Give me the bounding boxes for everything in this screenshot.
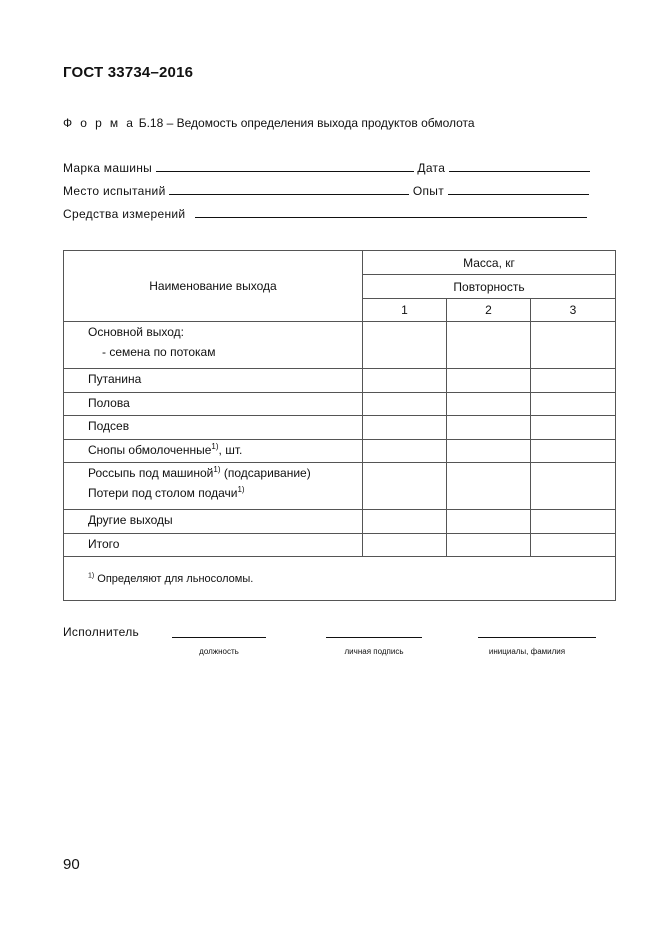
value-cell[interactable] bbox=[447, 369, 531, 393]
measuring-tools-blank[interactable] bbox=[195, 207, 587, 218]
table-row bbox=[64, 510, 616, 534]
value-cell[interactable] bbox=[531, 322, 616, 369]
value-cell[interactable] bbox=[363, 463, 447, 510]
table-row bbox=[64, 393, 616, 416]
machine-brand-row bbox=[63, 161, 590, 175]
measuring-tools-label: Средства измерений bbox=[63, 207, 186, 221]
test-place-blank[interactable] bbox=[169, 184, 409, 195]
value-cell[interactable] bbox=[531, 510, 616, 534]
table-row bbox=[64, 534, 616, 557]
form-number: Б.18 bbox=[138, 116, 164, 130]
threshed-sheaves-unit: , шт. bbox=[218, 443, 243, 457]
mass-header: Масса, кг bbox=[363, 251, 616, 275]
tangle-label: Путанина bbox=[64, 369, 363, 393]
footnote-mark: 1) bbox=[211, 442, 219, 451]
table-row bbox=[64, 463, 616, 510]
value-cell[interactable] bbox=[363, 393, 447, 416]
position-caption: должность bbox=[199, 647, 239, 656]
measuring-tools-row bbox=[63, 207, 587, 221]
trial-blank[interactable] bbox=[448, 184, 589, 195]
form-prefix: Ф о р м а bbox=[63, 116, 136, 130]
value-cell[interactable] bbox=[363, 534, 447, 557]
initials-line[interactable] bbox=[478, 637, 596, 638]
scatter-note: (подсаривание) bbox=[220, 466, 311, 480]
position-line[interactable] bbox=[172, 637, 266, 638]
value-cell[interactable] bbox=[531, 534, 616, 557]
other-outputs-label: Другие выходы bbox=[64, 510, 363, 534]
value-cell[interactable] bbox=[447, 416, 531, 440]
value-cell[interactable] bbox=[447, 463, 531, 510]
standard-designation: ГОСТ 33734–2016 bbox=[63, 64, 194, 81]
signature-line[interactable] bbox=[326, 637, 422, 638]
losses-line bbox=[88, 486, 362, 500]
form-title-text: – Ведомость определения выхода продуктов обмолота bbox=[166, 116, 475, 130]
output-table bbox=[63, 250, 616, 601]
date-label: Дата bbox=[417, 161, 446, 175]
scatter-losses-cell bbox=[64, 463, 363, 510]
value-cell[interactable] bbox=[447, 440, 531, 463]
signature-caption: личная подпись bbox=[344, 647, 404, 656]
seeds-by-streams-label: - семена по потокам bbox=[102, 345, 216, 359]
date-blank[interactable] bbox=[449, 161, 590, 172]
machine-brand-label: Марка машины bbox=[63, 161, 153, 175]
repetition-header: Повторность bbox=[363, 275, 616, 299]
table-row bbox=[64, 440, 616, 463]
table-row bbox=[64, 322, 616, 369]
value-cell[interactable] bbox=[531, 369, 616, 393]
chaff-label: Полова bbox=[64, 393, 363, 416]
value-cell[interactable] bbox=[363, 416, 447, 440]
machine-brand-blank[interactable] bbox=[156, 161, 414, 172]
value-cell[interactable] bbox=[447, 393, 531, 416]
form-title bbox=[63, 116, 475, 130]
value-cell[interactable] bbox=[363, 369, 447, 393]
value-cell[interactable] bbox=[531, 416, 616, 440]
value-cell[interactable] bbox=[363, 322, 447, 369]
undersowing-label: Подсев bbox=[64, 416, 363, 440]
page-number: 90 bbox=[63, 856, 80, 873]
table-footnote bbox=[64, 557, 616, 601]
main-output-label: Основной выход: bbox=[88, 325, 184, 339]
scatter-label: Россыпь под машиной bbox=[88, 466, 214, 480]
executor-label: Исполнитель bbox=[63, 625, 140, 639]
table-row bbox=[64, 369, 616, 393]
test-place-row bbox=[63, 184, 589, 198]
threshed-sheaves-cell bbox=[64, 440, 363, 463]
footnote-mark: 1) bbox=[88, 571, 95, 579]
trial-label: Опыт bbox=[412, 184, 445, 198]
value-cell[interactable] bbox=[447, 510, 531, 534]
footnote-text: Определяют для льносоломы. bbox=[94, 572, 254, 585]
value-cell[interactable] bbox=[531, 393, 616, 416]
footnote-mark: 1) bbox=[237, 485, 245, 494]
value-cell[interactable] bbox=[363, 510, 447, 534]
total-label: Итого bbox=[64, 534, 363, 557]
main-output-cell bbox=[64, 322, 363, 369]
rep-3-header: 3 bbox=[531, 299, 616, 322]
threshed-sheaves-label: Снопы обмолоченные bbox=[88, 443, 212, 457]
rep-1-header: 1 bbox=[363, 299, 447, 322]
initials-caption: инициалы, фамилия bbox=[488, 647, 566, 656]
test-place-label: Место испытаний bbox=[63, 184, 166, 198]
value-cell[interactable] bbox=[363, 440, 447, 463]
table-row bbox=[64, 416, 616, 440]
value-cell[interactable] bbox=[447, 322, 531, 369]
value-cell[interactable] bbox=[531, 463, 616, 510]
value-cell[interactable] bbox=[447, 534, 531, 557]
losses-label: Потери под столом подачи bbox=[88, 486, 238, 500]
value-cell[interactable] bbox=[531, 440, 616, 463]
footnote-mark: 1) bbox=[213, 465, 221, 474]
col-name-header: Наименование выхода bbox=[64, 251, 363, 322]
rep-2-header: 2 bbox=[447, 299, 531, 322]
